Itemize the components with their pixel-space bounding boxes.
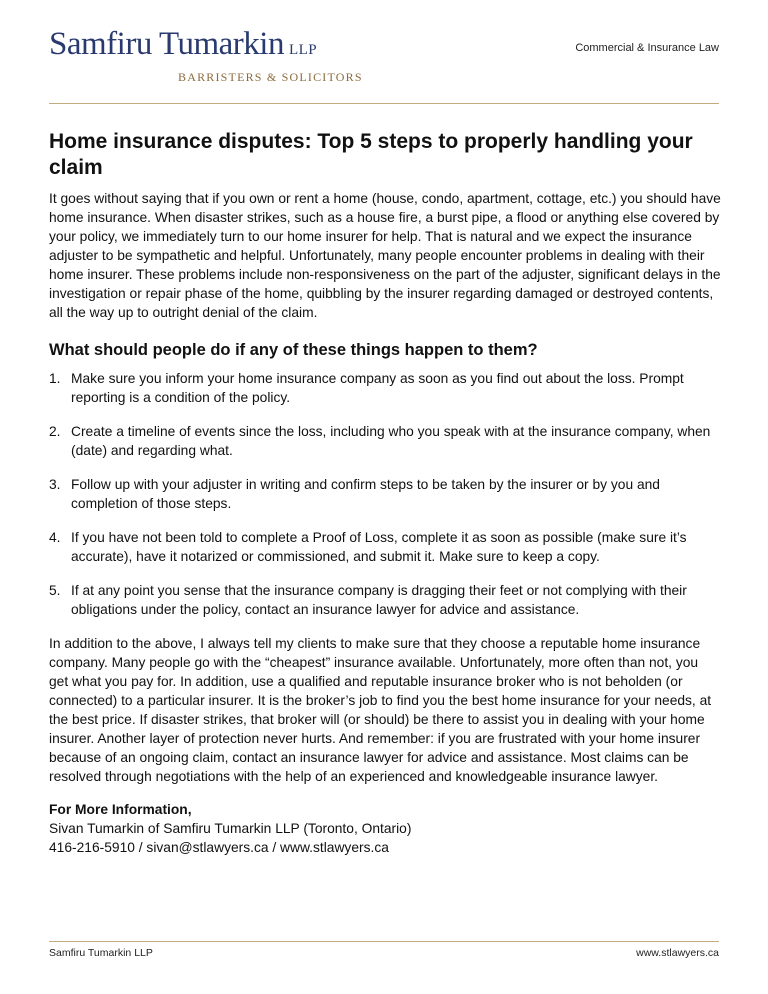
step-number: 2. [49, 424, 61, 439]
intro-paragraph: It goes without saying that if you own or rent a home (house, condo, apartment, cottage, etc.) you should have home insurance. When disaster strikes, such as a house fire, a burst pipe, a flood or anything else covered by your policy, we immediately turn to our home insurer for help. That is natural and we expect the insurance adjuster to be sympathetic and helpful. Unfortunately, many people encounter problems in dealing with their home insurer. These problems include non-responsiveness on the part of the adjuster, significant delays in the investigation or repair phase of the home, quibbling by the insurer regarding damaged or destroyed contents, all the way up to outright denial of the claim. [49, 191, 721, 320]
step-number: 3. [49, 477, 61, 492]
contact-heading: For More Information, [49, 802, 192, 817]
logo-name: Samfiru Tumarkin [49, 26, 284, 62]
list-item [49, 475, 721, 513]
contact-details: 416-216-5910 / sivan@stlawyers.ca / www.stlawyers.ca [49, 840, 389, 855]
list-item [49, 422, 721, 460]
step-text: Make sure you inform your home insurance company as soon as you find out about the loss. Prompt reporting is a condition of the policy. [71, 371, 684, 405]
footer-firm-name: Samfiru Tumarkin LLP [49, 947, 153, 959]
step-number: 5. [49, 583, 61, 598]
article-title: Home insurance disputes: Top 5 steps to properly handling your claim [49, 130, 693, 179]
step-number: 1. [49, 371, 61, 386]
logo-llp: LLP [288, 42, 318, 58]
section-heading: What should people do if any of these things happen to them? [49, 341, 538, 359]
header-divider [49, 103, 719, 104]
steps-list [49, 369, 721, 619]
step-text: Follow up with your adjuster in writing and confirm steps to be taken by the insurer or by you and completion of those steps. [71, 477, 660, 511]
logo-tagline: BARRISTERS & SOLICITORS [178, 70, 363, 84]
article [49, 129, 721, 857]
practice-area: Commercial & Insurance Law [575, 42, 719, 54]
list-item [49, 581, 721, 619]
footer-website: www.stlawyers.ca [636, 947, 719, 959]
list-item [49, 528, 721, 566]
firm-logo [49, 26, 363, 85]
page-footer [49, 947, 719, 959]
list-item [49, 369, 721, 407]
closing-paragraph: In addition to the above, I always tell my clients to make sure that they choose a reputable home insurance company. Many people go with the “cheapest” insurance available. Unfortunately, more often than not, you get what you pay for. In addition, use a qualified and reputable insurance broker who is not beholden (or connected) to a particular insurer. It is the broker’s job to find you the best home insurance for your needs, at the best price. If disaster strikes, that broker will (or should) be there to assist you in dealing with your home insurer. Another layer of protection never hurts. And remember: if you are frustrated with your home insurer because of an ongoing claim, contact an insurance lawyer for advice and assistance. Most claims can be resolved through negotiations with the help of an experienced and knowledgeable insurance lawyer. [49, 636, 712, 784]
contact-block [49, 800, 721, 857]
logo-wordmark [49, 26, 363, 68]
footer-divider [49, 941, 719, 942]
contact-name: Sivan Tumarkin of Samfiru Tumarkin LLP (Toronto, Ontario) [49, 821, 412, 836]
step-number: 4. [49, 530, 61, 545]
step-text: If you have not been told to complete a Proof of Loss, complete it as soon as possible (make sure it’s accurate), have it notarized or commissioned, and submit it. Make sure to keep a copy. [71, 530, 687, 564]
step-text: Create a timeline of events since the loss, including who you speak with at the insurance company, when (date) and regarding what. [71, 424, 711, 458]
step-text: If at any point you sense that the insurance company is dragging their feet or not complying with their obligations under the policy, contact an insurance lawyer for advice and assistance. [71, 583, 687, 617]
